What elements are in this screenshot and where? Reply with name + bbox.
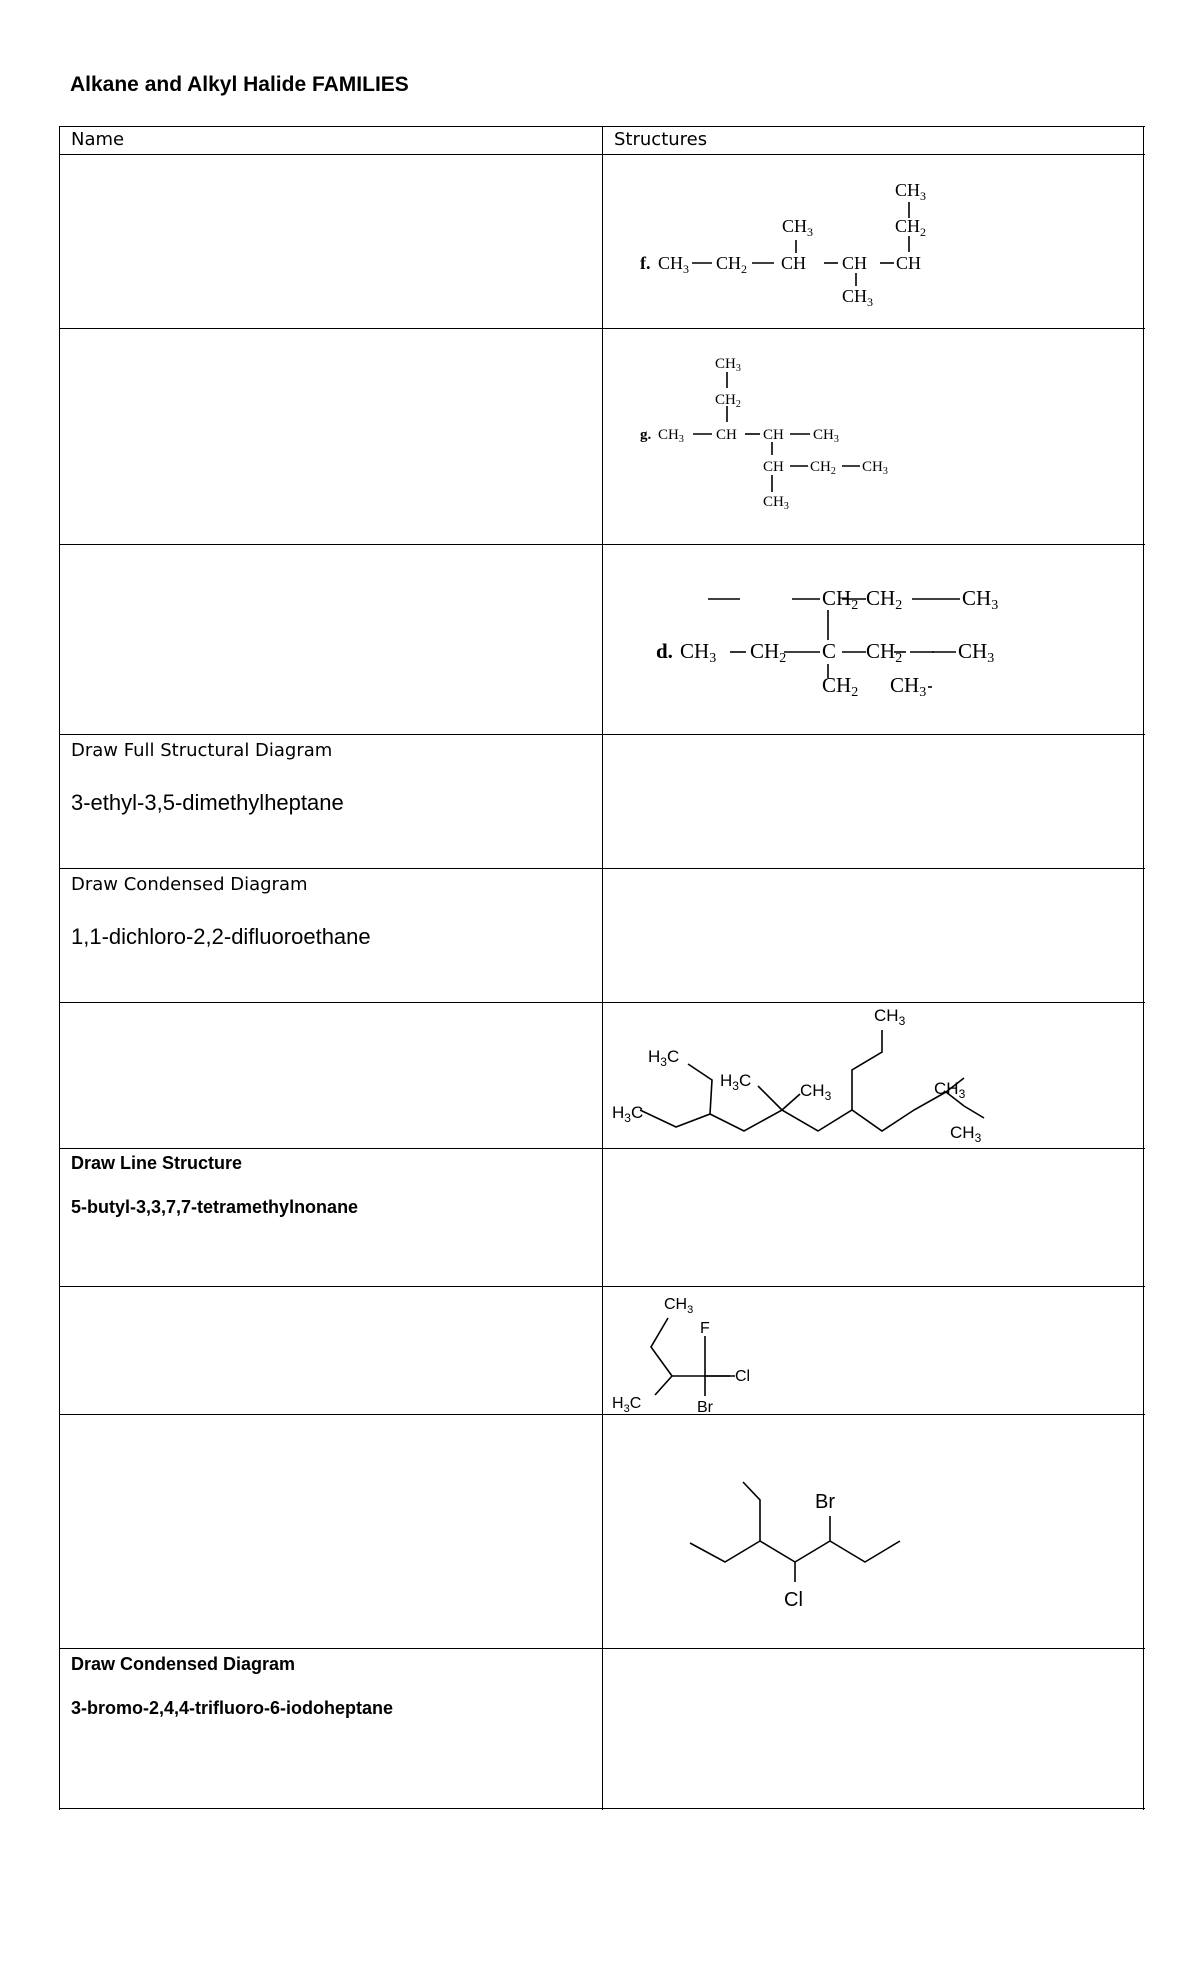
d-ch2-left: CH2 bbox=[750, 639, 787, 666]
structure-g-label: g. bbox=[640, 427, 652, 443]
r6-h3c-2: $H_3C$ bbox=[720, 1071, 752, 1093]
g-ch-2: CH bbox=[763, 427, 784, 443]
structure-f-diagram bbox=[692, 202, 909, 286]
r6-ch3-mid: $CH_3$ bbox=[800, 1081, 832, 1103]
f-ch-1: CH bbox=[781, 253, 807, 273]
r8-br: Br bbox=[697, 1399, 713, 1416]
header-name: Name bbox=[71, 129, 125, 150]
d-ch3-top: CH3 bbox=[962, 586, 999, 613]
g-ch2: $CH_2$ bbox=[715, 392, 741, 410]
g-ch3-far: $CH_3$ bbox=[862, 459, 888, 477]
d-ch3-bottom: CH3 bbox=[890, 673, 927, 700]
r8-cl: Cl bbox=[735, 1368, 751, 1385]
structure-f-label: f. bbox=[640, 253, 651, 273]
f-ch3-top: $CH_3$ bbox=[895, 180, 927, 203]
f-ch2: $CH_2$ bbox=[895, 216, 927, 239]
r6-h3c-1: $H_3C$ bbox=[648, 1047, 680, 1069]
d-ch2-bottom: CH2 bbox=[822, 673, 859, 700]
r9-br: Br bbox=[815, 1491, 835, 1513]
g-ch3-top: $CH_3$ bbox=[715, 356, 741, 374]
g-ch2-right: $CH_2$ bbox=[810, 459, 836, 477]
row10-instruction: Draw Condensed Diagram bbox=[71, 1654, 296, 1674]
d-ch3-right: CH3 bbox=[958, 639, 995, 666]
d-ch2-top2: CH2 bbox=[866, 586, 903, 613]
r6-ch3-top: $CH_3$ bbox=[874, 1006, 906, 1028]
d-ch3-left: CH3 bbox=[680, 639, 717, 666]
r6-ch3-right: $CH_3$ bbox=[934, 1079, 966, 1101]
halide-structure-row8[interactable] bbox=[651, 1318, 735, 1396]
f-ch3-left: $CH_3$ bbox=[658, 253, 690, 276]
g-ch-1: CH bbox=[716, 427, 737, 443]
row7-instruction: Draw Line Structure bbox=[71, 1153, 243, 1173]
row7-compound-name: 5-butyl-3,3,7,7-tetramethylnonane bbox=[71, 1197, 359, 1217]
d-ch2-right: CH2 bbox=[866, 639, 903, 666]
row5-compound-name: 1,1-dichloro-2,2-difluoroethane bbox=[71, 924, 371, 949]
g-ch3-bottom: $CH_3$ bbox=[763, 494, 789, 512]
d-c: C bbox=[822, 639, 837, 663]
row10-compound-name: 3-bromo-2,4,4-trifluoro-6-iodoheptane bbox=[71, 1698, 394, 1718]
f-ch3-bottom: $CH_3$ bbox=[842, 286, 874, 309]
g-ch3-left: $CH_3$ bbox=[658, 427, 684, 445]
r6-h3c-3: $H_3C$ bbox=[612, 1103, 644, 1125]
f-ch-3: CH bbox=[896, 253, 922, 273]
line-structure-row9[interactable] bbox=[690, 1482, 900, 1582]
f-ch3-mid: $CH_3$ bbox=[782, 216, 814, 239]
d-ch2-top: CH2 bbox=[822, 586, 859, 613]
row4-compound-name: 3-ethyl-3,5-dimethylheptane bbox=[71, 790, 344, 815]
row5-instruction: Draw Condensed Diagram bbox=[71, 874, 308, 895]
g-ch-3: CH bbox=[763, 459, 784, 475]
header-structures: Structures bbox=[614, 129, 708, 150]
r8-h3c: $H_3C$ bbox=[612, 1395, 642, 1415]
r8-ch3: $CH_3$ bbox=[664, 1296, 694, 1316]
f-ch-2: CH bbox=[842, 253, 868, 273]
page-title: Alkane and Alkyl Halide FAMILIES bbox=[70, 73, 409, 96]
r8-f: F bbox=[700, 1320, 710, 1337]
r6-ch3-right2: $CH_3$ bbox=[950, 1123, 982, 1145]
structure-d-label: d. bbox=[656, 639, 673, 663]
g-ch3-right: $CH_3$ bbox=[813, 427, 839, 445]
r9-cl: Cl bbox=[784, 1589, 803, 1611]
row4-instruction: Draw Full Structural Diagram bbox=[71, 740, 333, 761]
f-ch2-left: $CH_2$ bbox=[716, 253, 748, 276]
